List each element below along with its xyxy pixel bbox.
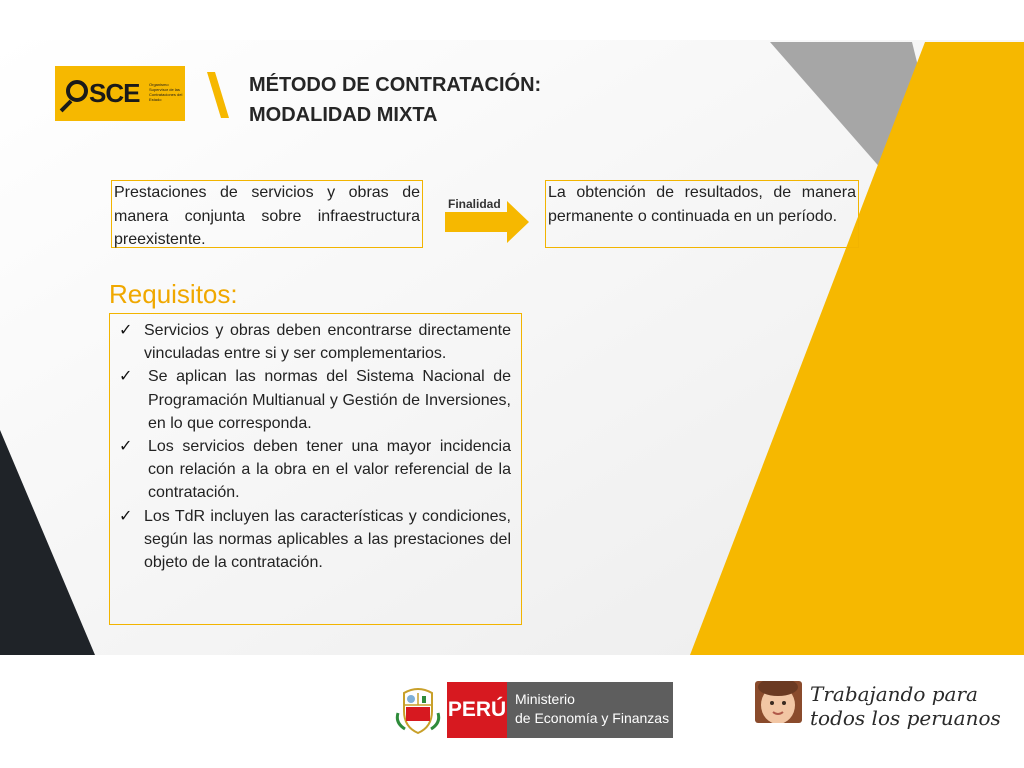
list-item-text: Se aplican las normas del Sistema Nacional de Programación Multianual y Gestión de Inversiones, en lo que corresponda. <box>148 368 511 432</box>
finalidad-label: Finalidad <box>448 197 501 211</box>
title-line-2: MODALIDAD MIXTA <box>249 104 438 126</box>
resultados-box: La obtención de resultados, de manera permanente o continuada en un período. <box>545 180 859 248</box>
slogan-line-1: Trabajando para <box>810 682 978 706</box>
list-item <box>110 365 511 435</box>
list-item-text: Servicios y obras deben encontrarse directamente vinculadas entre si y ser complementarios. <box>144 322 511 363</box>
slogan <box>810 682 1001 730</box>
list-item <box>110 435 511 505</box>
list-item-text: Los servicios deben tener una mayor incidencia con relación a la obra en el valor referencial de la contratación. <box>148 438 511 502</box>
checkmark-icon: ✓ <box>119 368 133 386</box>
ministry-badge <box>507 682 673 738</box>
logo-subtitle: Organismo Supervisor de las Contrataciones del Estado <box>149 82 183 102</box>
requisitos-heading: Requisitos: <box>109 279 238 309</box>
list-item <box>110 319 511 365</box>
requisitos-box <box>109 313 522 625</box>
peru-coat-of-arms-icon <box>395 683 441 735</box>
requisitos-list <box>110 314 521 574</box>
title-line-1: MÉTODO DE CONTRATACIÓN: <box>249 74 542 96</box>
yellow-slash-icon <box>207 72 229 118</box>
peru-brand-badge: PERÚ <box>447 682 507 738</box>
osce-logo <box>55 66 185 121</box>
magnifier-handle <box>60 100 73 113</box>
baby-photo <box>755 681 802 723</box>
checkmark-icon: ✓ <box>119 322 133 339</box>
ministry-line-2: de Economía y Finanzas <box>515 710 670 726</box>
checkmark-icon: ✓ <box>119 438 133 456</box>
slogan-line-2: todos los peruanos <box>810 706 1001 730</box>
ministry-line-1: Ministerio <box>515 691 575 707</box>
list-item <box>110 505 511 575</box>
page-title <box>249 70 541 130</box>
checkmark-icon: ✓ <box>119 507 133 525</box>
prestaciones-box: Prestaciones de servicios y obras de manera conjunta sobre infraestructura preexistente. <box>111 180 423 248</box>
list-item-text: Los TdR incluyen las características y condiciones, según las normas aplicables a las prestaciones del objeto de la contratación. <box>144 507 511 572</box>
logo-text: SCE <box>89 78 140 108</box>
